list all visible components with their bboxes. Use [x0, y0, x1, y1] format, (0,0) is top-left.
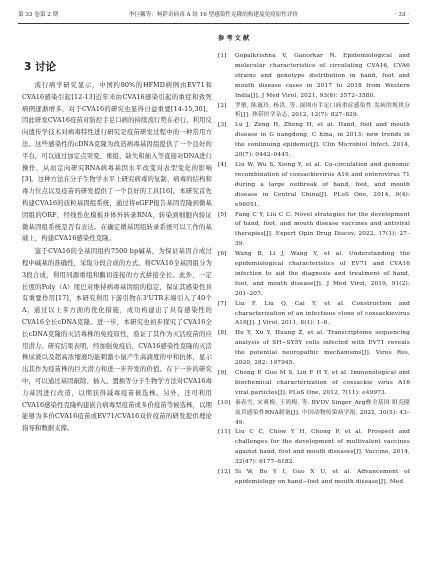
reference-number: [5]	[218, 211, 227, 218]
page-number: · 33 ·	[394, 12, 409, 18]
reference-item	[218, 399, 410, 429]
reference-text: Liu C C, Chow Y H, Chong P, et al. Prospect and challenges for the development of multivalent vaccines against hand, foot and mouth diseases[J]. Vaccine, 2014, 32(47): 6177–6182.	[235, 429, 410, 466]
section-title: 3 讨论	[24, 61, 56, 73]
reference-item	[218, 102, 410, 122]
reference-number: [12]	[218, 469, 231, 476]
right-column	[218, 33, 410, 488]
reference-item	[218, 369, 410, 399]
header-rule	[18, 23, 409, 24]
body-paragraph: 流行病学研究显示，中国约80%的HFMD病例由EV71和CVA16感染引起[12-13]近年来由CVA16感染引起的重症和致死病例逐渐增多，对于CVA16的研究也显得日益重要[14-15,30]。因此研发CVA16疫苗对防控手足口病的持续流行势在必行。利用反向遗传学技术对病毒特性进行研究是疫苗研发过程中的一种常用方法。这些感染性的cDNA克隆为改造病毒基因组提供了一个良好的平台，可以通过加定点突变、重组、缺失和插入等直接对DNA进行操作，从而定向研究RNA病毒基因水平改变对表型变化的影响[3]。这种方法在分子生物学水平上研究病毒的复制、病毒的结构和毒力位点以及疫苗的研发提供了一个良好的工具[16]。本研究首先构建CVA16的质粒基因组系统，通过将eGFP报告基因克隆到微基因组的ORF，经线性化模板并体外转录RNA，转染到细胞内验证微基因组系统是否有表达。在确定微基因组转录系统可以工作的基础上，构建CVA16感染性克隆。	[22, 82, 212, 243]
reference-text: Liu F, Liu Q, Cai Y, et al. Construction and characterization of an infectious clone of coxsackievirus A16[J]. J Virol, 2011, 8(1): 1–8.	[235, 300, 410, 327]
body-paragraph: 鉴于CVA16的全基因组约7500 bp碱基，为保证基因合成过程中碱基的准确性，采取分段合成的方式。将CVA16全基因组分为3段合成，利用同源重组和酶切连接的方式拼接全长。此外，一定长度的Poly（A）尾巴对维持病毒基因组的稳定，保证其感染性具有重要作用[17]，本研究利用下游引物在3'UTR末端引入了40个A；通过以上多方面的优化措施，成功构建出了具有感染性的CVA16全长cDNA克隆。进一步，本研究也初步探究了CVA16全长cDNA克隆的灭活毒株的免疫原性，验证了其作为灭活疫苗的应用潜力。研究结果表明，经加强免疫后，CVA16感染性克隆的灭活株尿液以及超高浓缩液均能刺激小鼠产生高滴度的中和抗体，显示出其作为疫苗株的巨大潜力和进一步开发的价值。在下一步的研究中，可以通过基因敲除、插入、置换等分子生物学方法对CVA16毒力基因进行改造，以期获得减毒疫苗候选株。另外，还可利用CVA16感染性克隆构建嵌合病毒型疫苗或多价疫苗等候选株，以期能够为多价CVA16疫苗或EV71/CVA16双价疫苗的研发提供理论指导和数据支撑。	[22, 248, 212, 433]
reference-item	[218, 250, 410, 300]
reference-text: Si W, Bo Y I, Guo X U, et al. Advancement of epidemiology on hand−foot and mouth disease[J]. Med	[235, 469, 410, 485]
references-title: 参 考 文 献	[218, 35, 250, 42]
reference-number: [9]	[218, 370, 227, 376]
reference-text: Lu J, Zeng H, Zheng H, et al. Hand, foot and mouth disease in G uangdong, C hina, in 2013: new trends in the continuing epidemic[J]. Clin Microbiol Infect, 2014, 20(7): 0442–0445.	[235, 122, 410, 159]
reference-list	[218, 52, 410, 488]
reference-text: 秦春雪, 宋爽梅, 王鸿梅, 等. BVDV Singer_Arg株全基因 组克隆及其感染性RNA制备[J]. 中国动物传染病学报, 2022, 30(5): 43–49.	[235, 399, 410, 426]
reference-number: [7]	[218, 300, 227, 307]
reference-number: [11]	[218, 429, 231, 436]
reference-text: Fang C Y, Liu C C. Novel strategies for the development of hand, foot, and mouth disease vaccines and antiviral therapies[J]. Expert Opin Drug Discov, 2022, 17(1): 27–39.	[235, 211, 410, 248]
reference-item	[218, 428, 410, 468]
reference-item	[218, 468, 410, 488]
reference-number: [6]	[218, 251, 227, 258]
reference-text: Wang B, Li J, Wang Y, et al. Understanding the epidemiological characteristics of EV71 and CVA16 infection to aid the diagnosis and treatment of hand, foot, and mouth disease[J]. J Med Virol, 2019, 91(2): 201–207.	[235, 251, 410, 297]
reference-text: 罗敏, 陈惠玲, 杨洪, 等. 深圳市手足口病重症感染性 发病的规律分析[J]. 热带医学杂志, 2012, 12(7): 827–829.	[235, 102, 410, 119]
reference-item	[218, 121, 410, 161]
reference-number: [4]	[218, 161, 227, 168]
reference-number: [10]	[218, 399, 231, 406]
reference-item	[218, 329, 410, 369]
reference-item	[218, 52, 410, 102]
reference-item	[218, 161, 410, 211]
reference-text: Gopalkrishna V, Ganorkar N. Epidemiological and molecular characteristics of circulating CVA16, CVA6 strains and genotype distribution in hand, foot and mouth disease cases in 2017 to 2018 from Western India[J]. J Med Virol, 2021, 93(6): 3572–3580.	[235, 53, 410, 99]
reference-text: Chong P, Guo M S, Lin F H Y, et al. Immunological and biochemical characterization of coxsackie virus A16 viral particles[J]. PLoS One, 2012, 7(11): e49973.	[235, 370, 410, 396]
reference-number: [8]	[218, 330, 227, 337]
reference-item	[218, 300, 410, 330]
reference-number: [1]	[218, 53, 227, 59]
reference-text: Liu W, Wu S, Xiong Y, et al. Co-circulation and genomic recombination of coxsackievirus A16 and enterovirus 71 during a large outbreak of hand, foot, and mouth disease in Central China[J]. PLoS One, 2014, 9(4): e96051.	[235, 161, 410, 208]
running-header	[18, 9, 409, 21]
reference-number: [3]	[218, 122, 227, 129]
reference-text: Hu Y, Xu Y, Huang Z, et al. Transcriptome sequencing analysis of SH−SY5Y cells infected with EV71 reveals the potential neuropathic mechanisms[J]. Virus Res, 2020, 282: 197945.	[235, 330, 410, 367]
reference-item	[218, 211, 410, 251]
reference-number: [2]	[218, 102, 227, 109]
journal-volume-issue: 第 33 卷第 2 期	[18, 12, 59, 18]
article-running-title: 李巨徽等：柯萨奇病毒 A 组 16 型感染性克隆的构建及免疫原性评价	[128, 12, 299, 18]
left-column	[22, 33, 212, 436]
